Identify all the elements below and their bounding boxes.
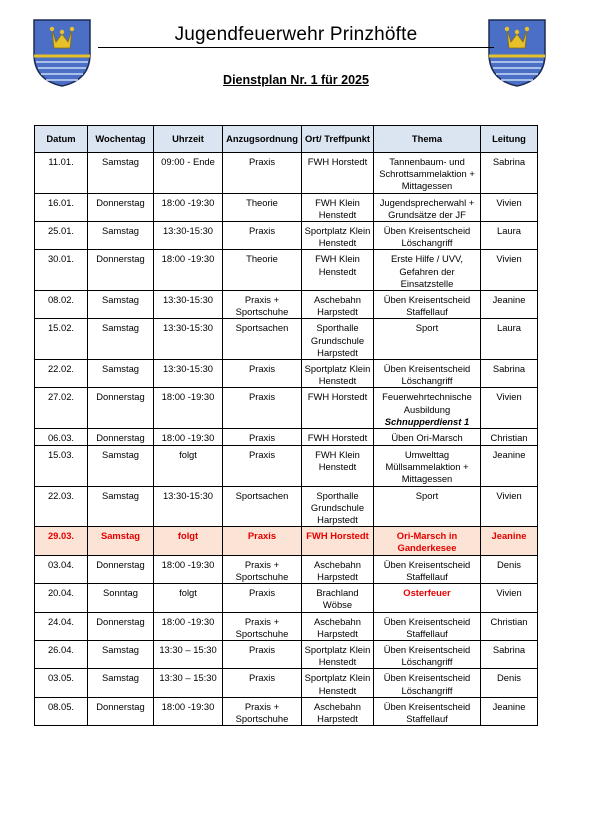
cell-wochentag: [88, 291, 154, 319]
cell-thema: [374, 291, 481, 319]
cell-leitung: [481, 555, 538, 583]
table-header-row: [35, 126, 538, 153]
cell-ort-text: FWH Horstedt: [307, 391, 368, 403]
cell-uhrzeit: [154, 669, 223, 697]
cell-leitung: [481, 669, 538, 697]
header-uhrzeit: Uhrzeit: [154, 126, 223, 153]
cell-datum: [35, 486, 88, 527]
cell-uhrzeit: [154, 193, 223, 221]
cell-datum-text: 30.01.: [47, 253, 75, 265]
cell-anzug: [223, 429, 302, 446]
cell-ort-text: Sportplatz Klein Henstedt: [304, 672, 371, 696]
cell-ort: [302, 446, 374, 487]
cell-leitung-text: Vivien: [496, 196, 522, 208]
cell-uhrzeit-text: 13:30-15:30: [162, 322, 214, 334]
cell-thema-note: Schnupperdienst 1: [384, 415, 470, 427]
header-ort: Ort/ Treffpunkt: [302, 126, 374, 153]
cell-thema: [374, 555, 481, 583]
table-row: [35, 360, 538, 388]
cell-wochentag: [88, 527, 154, 555]
cell-datum: [35, 527, 88, 555]
cell-datum: [35, 697, 88, 725]
cell-ort-text: FWH Horstedt: [307, 432, 368, 444]
cell-leitung-text: Jeanine: [492, 700, 526, 712]
cell-uhrzeit-text: 18:00 -19:30: [161, 615, 215, 627]
cell-wochentag-text: Donnerstag: [96, 558, 145, 570]
cell-anzug-text: Theorie: [246, 253, 278, 265]
cell-wochentag: [88, 555, 154, 583]
cell-thema-text: Tannenbaum- und Schrottsammelaktion + Mittagessen: [379, 156, 475, 192]
cell-wochentag-text: Samstag: [102, 489, 139, 501]
cell-datum: [35, 319, 88, 360]
cell-anzug: [223, 584, 302, 612]
table-row: [35, 527, 538, 555]
cell-leitung: [481, 388, 538, 429]
cell-thema: [374, 388, 481, 429]
cell-uhrzeit: [154, 291, 223, 319]
cell-datum-text: 24.04.: [47, 615, 75, 627]
cell-ort-text: Aschebahn Harpstedt: [314, 294, 361, 318]
cell-uhrzeit-text: folgt: [177, 530, 199, 542]
table-row: [35, 250, 538, 291]
cell-wochentag-text: Donnerstag: [96, 700, 145, 712]
cell-wochentag-text: Samstag: [102, 322, 139, 334]
cell-datum-text: 08.05.: [47, 700, 75, 712]
cell-anzug: [223, 291, 302, 319]
cell-anzug: [223, 250, 302, 291]
cell-wochentag: [88, 429, 154, 446]
cell-anzug-text: Praxis + Sportschuhe: [235, 700, 289, 724]
table-row: [35, 429, 538, 446]
header-anzugsordnung: Anzugsordnung: [223, 126, 302, 153]
cell-wochentag: [88, 669, 154, 697]
cell-anzug-text: Praxis: [248, 672, 276, 684]
cell-ort-text: Aschebahn Harpstedt: [314, 700, 361, 724]
cell-anzug: [223, 697, 302, 725]
cell-ort: [302, 291, 374, 319]
cell-wochentag-text: Donnerstag: [96, 391, 145, 403]
cell-thema: [374, 527, 481, 555]
table-row: [35, 319, 538, 360]
cell-anzug-text: Praxis: [248, 391, 276, 403]
cell-ort: [302, 527, 374, 555]
cell-leitung-text: Denis: [497, 558, 521, 570]
cell-uhrzeit: [154, 612, 223, 640]
cell-thema-text: Sport: [415, 489, 439, 501]
cell-uhrzeit: [154, 360, 223, 388]
cell-ort: [302, 250, 374, 291]
cell-datum: [35, 153, 88, 194]
cell-uhrzeit: [154, 319, 223, 360]
cell-datum-text: 25.01.: [47, 225, 75, 237]
cell-datum-text: 06.03.: [47, 432, 75, 444]
cell-uhrzeit: [154, 697, 223, 725]
table-row: [35, 446, 538, 487]
cell-thema-text: Erste Hilfe / UVV, Gefahren der Einsatzstelle: [390, 253, 464, 289]
cell-uhrzeit-text: 18:00 -19:30: [161, 253, 215, 265]
cell-uhrzeit: [154, 153, 223, 194]
cell-uhrzeit: [154, 222, 223, 250]
cell-anzug-text: Praxis + Sportschuhe: [235, 615, 289, 639]
cell-anzug: [223, 360, 302, 388]
table-row: [35, 291, 538, 319]
cell-ort: [302, 319, 374, 360]
cell-uhrzeit-text: 09:00 - Ende: [161, 156, 215, 167]
cell-leitung: [481, 446, 538, 487]
cell-leitung-text: Jeanine: [491, 530, 527, 542]
cell-datum-text: 03.05.: [47, 672, 75, 684]
cell-ort-text: Brachland Wöbse: [316, 587, 359, 611]
cell-thema: [374, 486, 481, 527]
cell-leitung: [481, 612, 538, 640]
cell-wochentag-text: Samstag: [102, 449, 139, 461]
cell-ort-text: Sportplatz Klein Henstedt: [304, 363, 371, 387]
header-wochentag: Wochentag: [88, 126, 154, 153]
cell-datum-text: 20.04.: [47, 587, 75, 599]
cell-anzug: [223, 669, 302, 697]
cell-ort-text: FWH Horstedt: [306, 530, 369, 542]
cell-anzug: [223, 486, 302, 527]
cell-leitung: [481, 193, 538, 221]
cell-ort: [302, 222, 374, 250]
cell-anzug: [223, 527, 302, 555]
cell-datum: [35, 669, 88, 697]
table-row: [35, 697, 538, 725]
cell-uhrzeit: [154, 584, 223, 612]
cell-anzug-text: Praxis: [248, 156, 276, 167]
cell-leitung: [481, 486, 538, 527]
cell-wochentag: [88, 222, 154, 250]
cell-datum: [35, 193, 88, 221]
cell-uhrzeit-text: 18:00 -19:30: [161, 432, 215, 444]
cell-datum-text: 16.01.: [47, 196, 75, 208]
cell-datum: [35, 446, 88, 487]
plan-subtitle: Dienstplan Nr. 1 für 2025: [223, 73, 369, 87]
cell-leitung-text: Denis: [497, 672, 521, 684]
table-row: [35, 640, 538, 668]
cell-thema-text: Üben Kreisentscheid Staffellauf: [383, 615, 471, 639]
cell-uhrzeit-text: 18:00 -19:30: [161, 391, 215, 403]
cell-datum: [35, 291, 88, 319]
cell-wochentag-text: Donnerstag: [96, 253, 145, 265]
cell-ort-text: Aschebahn Harpstedt: [314, 615, 361, 639]
cell-wochentag: [88, 446, 154, 487]
cell-thema: [374, 669, 481, 697]
table-row: [35, 193, 538, 221]
cell-datum: [35, 222, 88, 250]
cell-ort-text: Sportplatz Klein Henstedt: [304, 225, 371, 249]
cell-ort: [302, 669, 374, 697]
cell-wochentag: [88, 640, 154, 668]
cell-thema: [374, 429, 481, 446]
cell-datum-text: 22.02.: [47, 363, 75, 375]
cell-anzug: [223, 193, 302, 221]
cell-wochentag: [88, 153, 154, 194]
cell-leitung-text: Vivien: [496, 253, 522, 265]
cell-uhrzeit: [154, 640, 223, 668]
cell-ort-text: Aschebahn Harpstedt: [314, 558, 361, 582]
cell-uhrzeit-text: 18:00 -19:30: [161, 196, 215, 208]
cell-wochentag: [88, 584, 154, 612]
cell-uhrzeit-text: folgt: [179, 587, 197, 599]
cell-leitung-text: Jeanine: [492, 449, 526, 461]
cell-leitung: [481, 429, 538, 446]
cell-datum-text: 11.01.: [48, 156, 74, 167]
cell-datum-text: 22.03.: [47, 489, 75, 501]
cell-thema-text: Üben Kreisentscheid Löschangriff: [383, 672, 471, 696]
header-datum: Datum: [35, 126, 88, 153]
cell-ort-text: Sportplatz Klein Henstedt: [304, 643, 371, 668]
table-row: [35, 612, 538, 640]
cell-leitung: [481, 319, 538, 360]
cell-ort: [302, 486, 374, 527]
cell-wochentag-text: Samstag: [102, 672, 139, 684]
cell-leitung: [481, 527, 538, 555]
cell-wochentag: [88, 612, 154, 640]
cell-leitung: [481, 697, 538, 725]
cell-uhrzeit-text: 13:30-15:30: [162, 294, 214, 306]
header-leitung: Leitung: [481, 126, 538, 153]
cell-thema-text: Üben Ori-Marsch: [391, 432, 463, 444]
cell-anzug: [223, 153, 302, 194]
cell-datum-text: 29.03.: [47, 530, 75, 542]
cell-ort-text: Sporthalle Grundschule Harpstedt: [310, 489, 365, 526]
cell-thema-text: Sport: [415, 322, 439, 334]
cell-wochentag-text: Samstag: [100, 530, 141, 542]
cell-uhrzeit-text: 18:00 -19:30: [161, 700, 215, 712]
cell-wochentag-text: Samstag: [102, 156, 139, 167]
cell-wochentag-text: Donnerstag: [96, 615, 145, 627]
cell-thema: [374, 697, 481, 725]
cell-ort: [302, 153, 374, 194]
page-title: Jugendfeuerwehr Prinzhöfte: [174, 24, 418, 45]
cell-leitung: [481, 360, 538, 388]
cell-ort-text: FWH Klein Henstedt: [315, 449, 360, 473]
cell-thema: [374, 222, 481, 250]
table-row: [35, 153, 538, 194]
cell-wochentag-text: Samstag: [102, 643, 139, 655]
cell-wochentag-text: Donnerstag: [96, 432, 145, 444]
schedule-table: [34, 125, 538, 726]
cell-wochentag-text: Samstag: [102, 363, 139, 375]
cell-wochentag: [88, 388, 154, 429]
cell-wochentag: [88, 486, 154, 527]
cell-anzug: [223, 446, 302, 487]
cell-ort: [302, 429, 374, 446]
cell-anzug-text: Praxis: [248, 643, 276, 655]
cell-leitung-text: Laura: [497, 225, 521, 237]
cell-thema-text: Umwelttag Müllsammelaktion + Mittagessen: [385, 449, 469, 485]
cell-thema-text: Jugendsprecherwahl + Grundsätze der JF: [379, 196, 475, 220]
cell-datum: [35, 555, 88, 583]
cell-thema-text: Ori-Marsch in Ganderkesee: [396, 530, 458, 554]
cell-leitung: [481, 640, 538, 668]
cell-leitung: [481, 222, 538, 250]
cell-thema-text: Feuerwehrtechnische Ausbildung: [382, 391, 472, 415]
cell-datum: [35, 429, 88, 446]
cell-thema: [374, 360, 481, 388]
cell-leitung: [481, 250, 538, 291]
cell-datum-text: 27.02.: [47, 391, 75, 403]
cell-thema-text: Üben Kreisentscheid Löschangriff: [383, 225, 471, 249]
cell-thema: [374, 640, 481, 668]
cell-uhrzeit: [154, 250, 223, 291]
cell-leitung-text: Christian: [490, 615, 528, 627]
cell-anzug-text: Praxis: [247, 530, 277, 542]
cell-wochentag-text: Sonntag: [103, 587, 138, 599]
cell-datum-text: 08.02.: [47, 294, 75, 306]
cell-thema-text: Üben Kreisentscheid Staffellauf: [383, 294, 471, 318]
cell-uhrzeit: [154, 388, 223, 429]
cell-uhrzeit: [154, 486, 223, 527]
cell-anzug: [223, 388, 302, 429]
cell-datum: [35, 360, 88, 388]
cell-wochentag: [88, 360, 154, 388]
cell-thema-text: Üben Kreisentscheid Löschangriff: [383, 363, 471, 387]
cell-thema: [374, 153, 481, 194]
cell-anzug: [223, 640, 302, 668]
cell-thema-text: Üben Kreisentscheid Staffellauf: [383, 700, 471, 724]
cell-leitung-text: Vivien: [496, 489, 522, 501]
cell-ort-text: FWH Horstedt: [307, 156, 368, 167]
cell-thema-text: Üben Kreisentscheid Löschangriff: [383, 643, 471, 668]
cell-thema-text: Üben Kreisentscheid Staffellauf: [383, 558, 471, 582]
cell-thema: [374, 446, 481, 487]
cell-uhrzeit-text: 13:30-15:30: [162, 225, 214, 237]
cell-ort: [302, 388, 374, 429]
cell-wochentag-text: Samstag: [102, 294, 139, 306]
cell-anzug: [223, 222, 302, 250]
cell-leitung-text: Laura: [497, 322, 521, 334]
cell-anzug: [223, 612, 302, 640]
cell-anzug-text: Sportsachen: [235, 489, 289, 501]
cell-datum-text: 15.02.: [47, 322, 75, 334]
cell-uhrzeit: [154, 429, 223, 446]
cell-leitung-text: Christian: [490, 432, 528, 444]
cell-uhrzeit-text: 13:30 – 15:30: [159, 643, 217, 655]
cell-anzug-text: Praxis + Sportschuhe: [235, 558, 289, 582]
cell-datum-text: 15.03.: [47, 449, 75, 461]
cell-datum-text: 26.04.: [47, 643, 75, 655]
cell-anzug-text: Praxis: [248, 432, 276, 444]
cell-datum: [35, 612, 88, 640]
cell-uhrzeit: [154, 555, 223, 583]
cell-thema-text: Osterfeuer: [403, 587, 451, 599]
table-row: [35, 669, 538, 697]
cell-datum-text: 03.04.: [47, 558, 75, 570]
cell-uhrzeit-text: 13:30-15:30: [162, 363, 214, 375]
cell-ort-text: Sporthalle Grundschule Harpstedt: [310, 322, 365, 358]
cell-anzug-text: Theorie: [246, 196, 278, 208]
cell-wochentag: [88, 319, 154, 360]
cell-wochentag-text: Donnerstag: [96, 196, 145, 208]
cell-datum: [35, 640, 88, 668]
cell-anzug: [223, 319, 302, 360]
cell-wochentag: [88, 250, 154, 291]
cell-anzug-text: Praxis + Sportschuhe: [235, 294, 289, 318]
cell-leitung-text: Sabrina: [492, 643, 526, 655]
cell-uhrzeit-text: 18:00 -19:30: [161, 558, 215, 570]
cell-wochentag: [88, 697, 154, 725]
cell-anzug-text: Praxis: [248, 225, 276, 237]
cell-ort: [302, 555, 374, 583]
cell-datum: [35, 388, 88, 429]
cell-anzug: [223, 555, 302, 583]
header-thema: Thema: [374, 126, 481, 153]
cell-ort: [302, 193, 374, 221]
cell-thema: [374, 193, 481, 221]
cell-uhrzeit: [154, 527, 223, 555]
title-underline: [98, 47, 494, 48]
cell-ort: [302, 584, 374, 612]
cell-uhrzeit-text: 13:30-15:30: [162, 489, 214, 501]
cell-thema: [374, 612, 481, 640]
cell-wochentag: [88, 193, 154, 221]
table-row: [35, 486, 538, 527]
cell-anzug-text: Praxis: [248, 449, 276, 461]
cell-thema: [374, 250, 481, 291]
cell-leitung: [481, 153, 538, 194]
cell-uhrzeit-text: folgt: [179, 449, 197, 461]
cell-ort-text: FWH Klein Henstedt: [315, 253, 360, 277]
cell-leitung-text: Vivien: [496, 587, 522, 599]
cell-leitung-text: Vivien: [496, 391, 522, 403]
table-row: [35, 222, 538, 250]
table-row: [35, 584, 538, 612]
table-row: [35, 388, 538, 429]
table-row: [35, 555, 538, 583]
cell-thema: [374, 584, 481, 612]
cell-ort: [302, 612, 374, 640]
cell-wochentag-text: Samstag: [102, 225, 139, 237]
cell-leitung: [481, 584, 538, 612]
cell-ort: [302, 640, 374, 668]
cell-leitung-text: Sabrina: [492, 156, 526, 167]
cell-thema: [374, 319, 481, 360]
cell-ort: [302, 697, 374, 725]
cell-leitung-text: Jeanine: [492, 294, 526, 306]
cell-leitung: [481, 291, 538, 319]
cell-ort: [302, 360, 374, 388]
cell-anzug-text: Sportsachen: [235, 322, 289, 334]
cell-uhrzeit: [154, 446, 223, 487]
cell-anzug-text: Praxis: [248, 363, 276, 375]
cell-datum: [35, 584, 88, 612]
cell-datum: [35, 250, 88, 291]
cell-anzug-text: Praxis: [248, 587, 276, 599]
cell-uhrzeit-text: 13:30 – 15:30: [159, 672, 217, 684]
cell-leitung-text: Sabrina: [492, 363, 526, 375]
cell-ort-text: FWH Klein Henstedt: [315, 196, 360, 220]
